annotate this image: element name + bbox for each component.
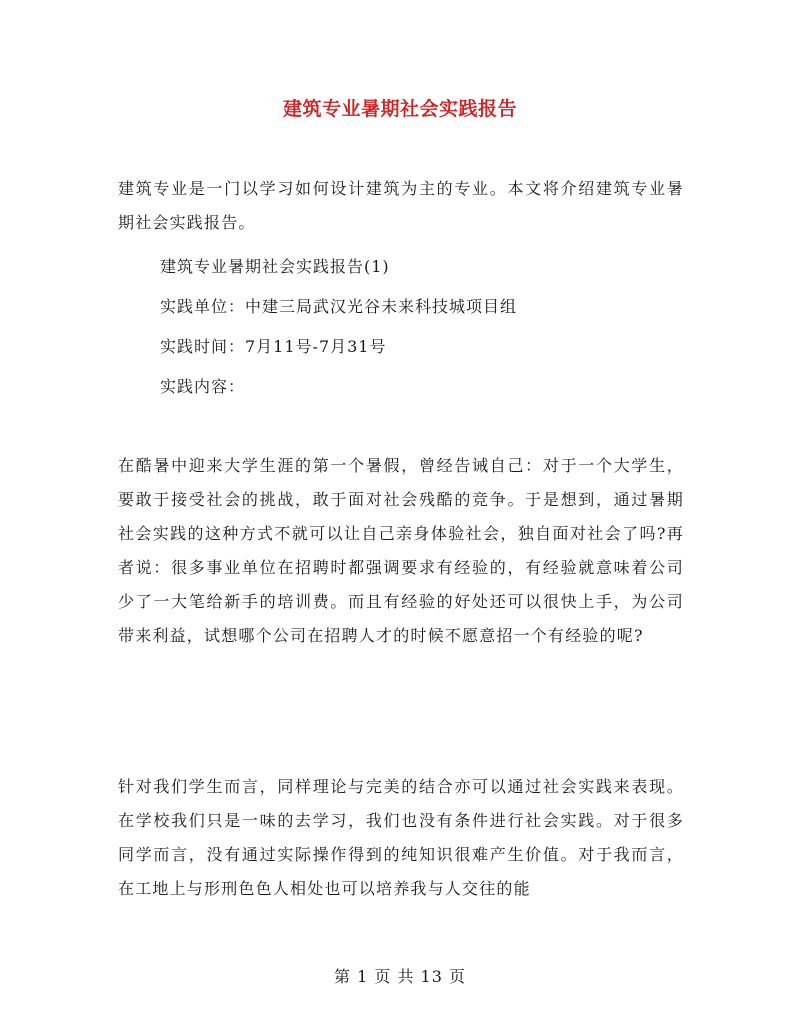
practice-unit: 实践单位：中建三局武汉光谷未来科技城项目组 bbox=[160, 297, 518, 316]
practice-time: 实践时间：7月11号-7月31号 bbox=[160, 337, 387, 356]
document-title: 建筑专业暑期社会实践报告 bbox=[282, 98, 517, 120]
body-paragraph-1: 在酷暑中迎来大学生涯的第一个暑假，曾经告诫自己：对于一个大学生，要敢于接受社会的挑战，敢于面对社会残酷的竞争。于是想到，通过暑期社会实践的这种方式不就可以让自己亲身体验社会，独自面对社会了吗?再者说：很多事业单位在招聘时都强调要求有经验的，有经验就意味着公司少了一大笔给新手的培训费。而且有经验的好处还可以很快上手，为公司带来利益，试想哪个公司在招聘人才的时候不愿意招一个有经验的呢? bbox=[118, 456, 684, 645]
intro-paragraph: 建筑专业是一门以学习如何设计建筑为主的专业。本文将介绍建筑专业暑期社会实践报告。 bbox=[118, 179, 684, 232]
report-subtitle: 建筑专业暑期社会实践报告(1) bbox=[160, 257, 390, 276]
page-number-footer: 第 1 页 共 13 页 bbox=[334, 967, 466, 986]
body-paragraph-2: 针对我们学生而言，同样理论与完美的结合亦可以通过社会实践来表现。在学校我们只是一味的去学习，我们也没有条件进行社会实践。对于很多同学而言，没有通过实际操作得到的纯知识很难产生价值。对于我而言，在工地上与形刑色色人相处也可以培养我与人交往的能 bbox=[118, 777, 684, 898]
practice-content-label: 实践内容： bbox=[160, 377, 246, 396]
